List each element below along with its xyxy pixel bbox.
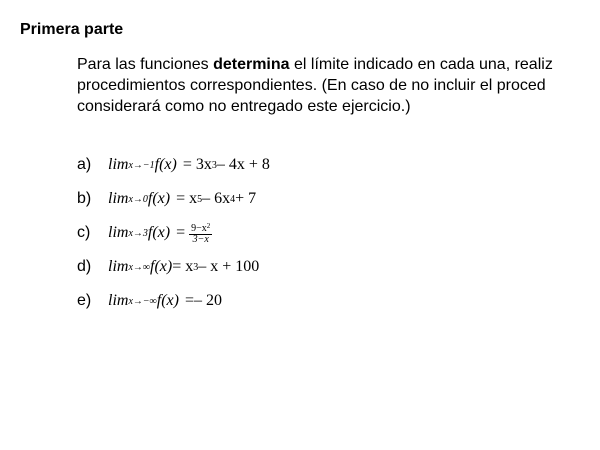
limit-expression: lim x→∞ f(x) = x 3 – x + 100 — [108, 258, 260, 275]
limit-expression: lim x→−1 f(x) = 3x 3 – 4x + 8 — [108, 156, 270, 173]
emphasis-word: determina — [213, 56, 290, 73]
exercise-letter: e) — [77, 292, 92, 309]
instructions-line-3: considerará como no entregado este ejercicio.) — [77, 98, 411, 115]
instructions-line-1: Para las funciones determina el límite indicado en cada una, realiz — [77, 56, 553, 73]
exercise-d — [77, 250, 270, 284]
exercise-letter: c) — [77, 224, 91, 241]
exercise-list — [77, 148, 270, 318]
limit-expression: lim x→3 f(x) = $\frac{9-x^2}{3-x}$ — [108, 222, 211, 245]
exercise-letter: b) — [77, 190, 92, 207]
limit-expression: lim x→0 f(x) = x 5 – 6x 4 + 7 — [108, 190, 257, 207]
exercise-letter: d) — [77, 258, 92, 275]
page-title: Primera parte — [20, 21, 124, 38]
exercise-e — [77, 284, 270, 318]
instructions — [77, 54, 600, 117]
exercise-a — [77, 148, 270, 182]
fraction: $\frac{9-x^2}{3-x}$ — [191, 222, 211, 245]
limit-expression: lim x→−∞ f(x) =– 20 — [108, 292, 223, 309]
exercise-c — [77, 216, 270, 250]
exercise-letter: a) — [77, 156, 92, 173]
exercise-b — [77, 182, 270, 216]
instructions-line-2: procedimientos correspondientes. (En caso de no incluir el proced — [77, 77, 546, 94]
